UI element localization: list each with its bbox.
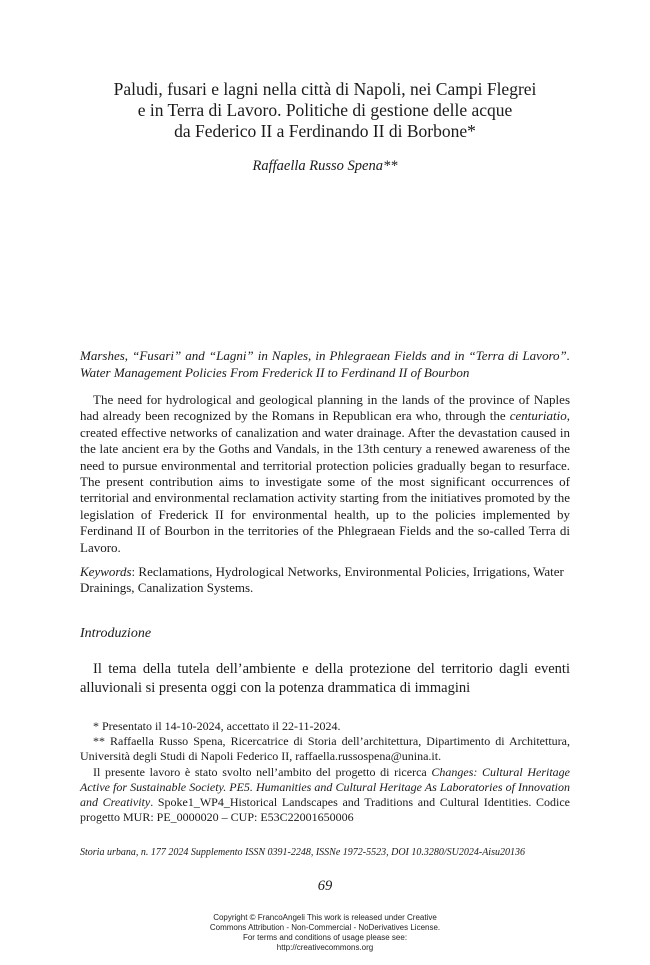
- body-paragraph: Il tema della tutela dell’ambiente e della protezione del territorio dagli eventi alluvionali si presenta oggi con la potenza drammatica di immagini: [80, 661, 570, 696]
- title-line-3: da Federico II a Ferdinando II di Borbone*: [174, 121, 476, 141]
- journal-citation: Storia urbana, n. 177 2024 Supplemento ISSN 0391-2248, ISSNe 1972-5523, DOI 10.3280/SU2024-Aisu20136: [80, 847, 525, 858]
- article-title: [0, 79, 650, 142]
- title-line-1: Paludi, fusari e lagni nella città di Napoli, nei Campi Flegrei: [113, 79, 537, 99]
- abstract-text-2: , created effective networks of canalization and water drainage. After the devastation caused in the late ancient era by the Goths and Vandals, in the 13th century a renewed awareness of the need to pursue environmental and territorial protection policies gradually began to resurface. The present contribution aims to investigate some of the most significant occurrences of territorial and environmental reclamation activity starting from the initiatives promoted by the legislation of Frederick II for environmental health, up to the policies implemented by Ferdinand II of Bourbon in the territories of the Phlegraean Fields and the so-called Terra di Lavoro.: [80, 408, 570, 555]
- footnote-3-text-1: Il presente lavoro è stato svolto nell’ambito del progetto di ricerca: [93, 764, 432, 779]
- footnote-2: ** Raffaella Russo Spena, Ricercatrice di Storia dell’architettura, Dipartimento di Architettura, Università degli Studi di Napoli Federico II, raffaella.russospena@unina.it.: [80, 734, 570, 764]
- author-name: Raffaella Russo Spena**: [252, 158, 398, 174]
- copyright-line-3: For terms and conditions of usage please see:: [242, 933, 408, 942]
- abstract-text-1: The need for hydrological and geological planning in the lands of the province of Naples had already been recognized by the Romans in Republican era who, through the: [80, 392, 570, 424]
- copyright-link[interactable]: http://creativecommons.org: [276, 943, 374, 952]
- copyright-line-1: Copyright © FrancoAngeli This work is released under Creative: [213, 913, 437, 922]
- keywords-label: Keywords: [80, 564, 132, 579]
- page-number: 69: [317, 878, 333, 894]
- abstract-emphasis: centuriatio: [509, 408, 567, 424]
- keywords: [80, 564, 570, 597]
- footnotes: [80, 719, 570, 825]
- keywords-text: : Reclamations, Hydrological Networks, Environmental Policies, Irrigations, Water Drainings, Canalization Systems.: [80, 564, 564, 596]
- abstract: [80, 392, 570, 556]
- copyright-notice: [0, 913, 650, 953]
- footnote-1: * Presentato il 14-10-2024, accettato il 22-11-2024.: [93, 719, 341, 733]
- footnote-3-project-title: Changes: Cultural Heritage Active for Sustainable Society. PE5. Humanities and Cultural Heritage As Laboratories of Innovation and Creativity: [80, 764, 571, 810]
- footnote-3: [80, 765, 570, 826]
- copyright-line-2: Commons Attribution - Non-Commercial - NoDerivatives License.: [209, 923, 441, 932]
- title-line-2: e in Terra di Lavoro. Politiche di gestione delle acque: [137, 100, 513, 120]
- footnote-3-text-2: . Spoke1_WP4_Historical Landscapes and Traditions and Cultural Identities. Codice progetto MUR: PE_0000020 – CUP: E53C22001650006: [80, 795, 571, 825]
- section-heading-introduzione: Introduzione: [80, 626, 152, 641]
- english-title: Marshes, “Fusari” and “Lagni” in Naples, in Phlegraean Fields and in “Terra di Lavoro”. Water Management Policies From Frederick II to Ferdinand II of Bourbon: [80, 348, 570, 380]
